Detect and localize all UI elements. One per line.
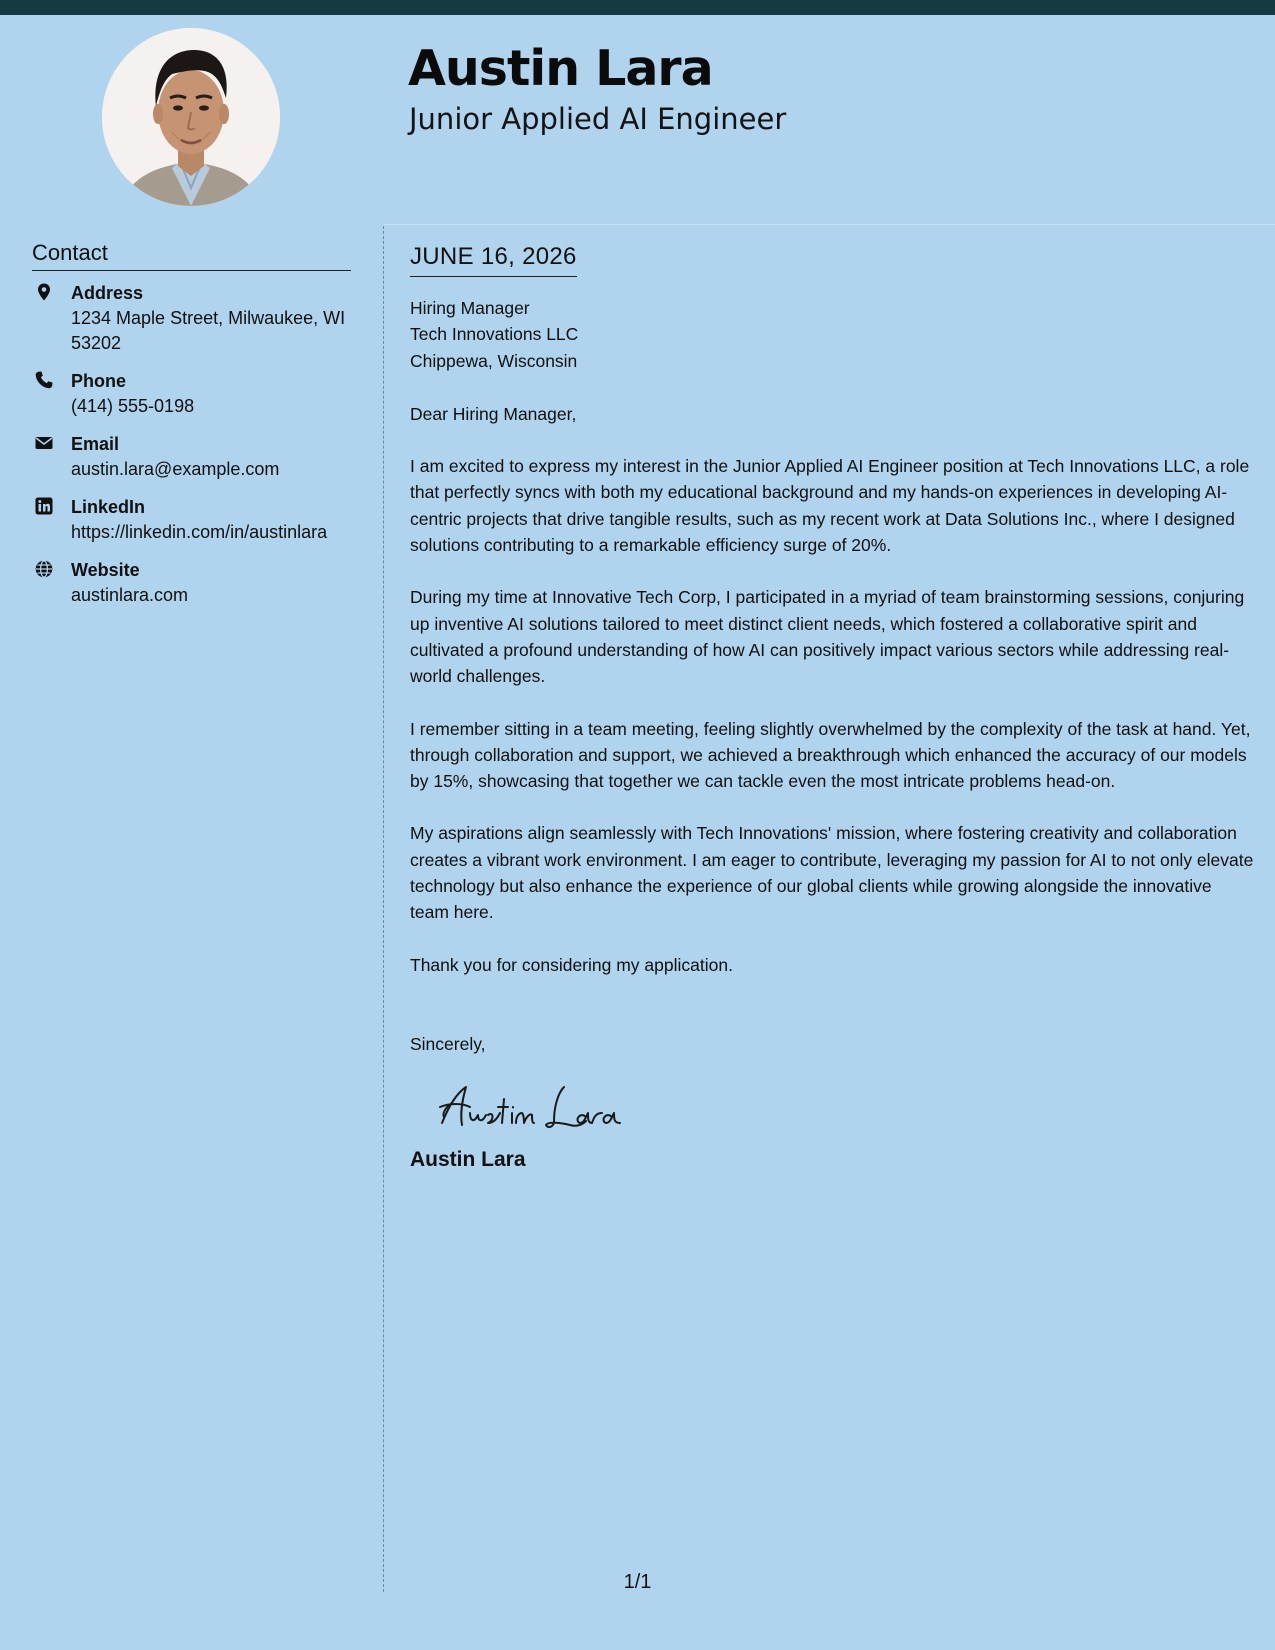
address-value: 1234 Maple Street, Milwaukee, WI 53202 <box>71 308 346 353</box>
globe-icon <box>35 560 53 578</box>
letter-body <box>410 242 1255 1173</box>
email-label: Email <box>71 434 120 454</box>
job-title: Junior Applied AI Engineer <box>409 102 787 136</box>
recipient-block <box>410 295 1255 374</box>
salutation: Dear Hiring Manager, <box>410 403 577 424</box>
column-divider <box>383 226 384 1592</box>
letter-date: JUNE 16, 2026 <box>410 242 577 277</box>
letter-paragraph: During my time at Innovative Tech Corp, I participated in a myriad of team brainstorming sessions, conjuring up inventive AI solutions tailored to meet distinct client needs, which fostered a collaborative spirit and cultivated a profound understanding of how AI can positively impact various sectors while addressing real-world challenges. <box>410 587 1245 687</box>
linkedin-icon <box>35 497 53 515</box>
recipient-line: Hiring Manager <box>410 298 530 318</box>
phone-icon <box>35 371 53 389</box>
applicant-name: Austin Lara <box>408 40 713 97</box>
phone-label: Phone <box>71 371 127 391</box>
email-value[interactable]: austin.lara@example.com <box>71 459 280 479</box>
address-label: Address <box>71 283 144 303</box>
letter-paragraph: My aspirations align seamlessly with Tech Innovations' mission, where fostering creativity and collaboration creates a vibrant work environment. I am eager to contribute, leveraging my passion for AI to not only elevate technology but also enhance the experience of our global clients while growing alongside the innovative team here. <box>410 823 1254 923</box>
page-number: 1/1 <box>623 1571 652 1593</box>
linkedin-value[interactable]: https://linkedin.com/in/austinlara <box>71 522 328 542</box>
phone-value: (414) 555-0198 <box>71 396 195 416</box>
map-pin-icon <box>35 283 53 301</box>
top-accent-bar <box>0 0 1275 15</box>
profile-photo <box>102 28 280 206</box>
handwritten-signature <box>436 1073 1255 1145</box>
contact-linkedin <box>32 495 351 545</box>
letter-paragraph: I remember sitting in a team meeting, feeling slightly overwhelmed by the complexity of the task at hand. Yet, through collaboration and support, we achieved a breakthrough which enhanced the accuracy of our models by 15%, showcasing that together we can tackle even the most intricate problems head-on. <box>410 718 1251 792</box>
website-value[interactable]: austinlara.com <box>71 585 189 605</box>
contact-address <box>32 281 351 356</box>
linkedin-label: LinkedIn <box>71 497 146 517</box>
recipient-line: Chippewa, Wisconsin <box>410 350 578 371</box>
envelope-icon <box>35 434 53 452</box>
contact-email <box>32 432 351 482</box>
recipient-line: Tech Innovations LLC <box>410 324 579 345</box>
closing-line: Thank you for considering my application. <box>410 954 733 975</box>
header-divider <box>384 224 1275 225</box>
signoff: Sincerely, <box>410 1033 486 1054</box>
contact-website <box>32 558 351 608</box>
website-label: Website <box>71 560 140 580</box>
letter-paragraph: I am excited to express my interest in the Junior Applied AI Engineer position at Tech Innovations LLC, a role that perfectly syncs with both my educational background and my hands-on experiences in developing AI-centric projects that drive tangible results, such as my recent work at Data Solutions Inc., where I designed solutions contributing to a remarkable efficiency surge of 20%. <box>410 456 1250 556</box>
contact-phone <box>32 369 351 419</box>
contact-heading: Contact <box>32 240 351 271</box>
signer-name: Austin Lara <box>410 1148 526 1172</box>
contact-sidebar <box>32 240 351 621</box>
